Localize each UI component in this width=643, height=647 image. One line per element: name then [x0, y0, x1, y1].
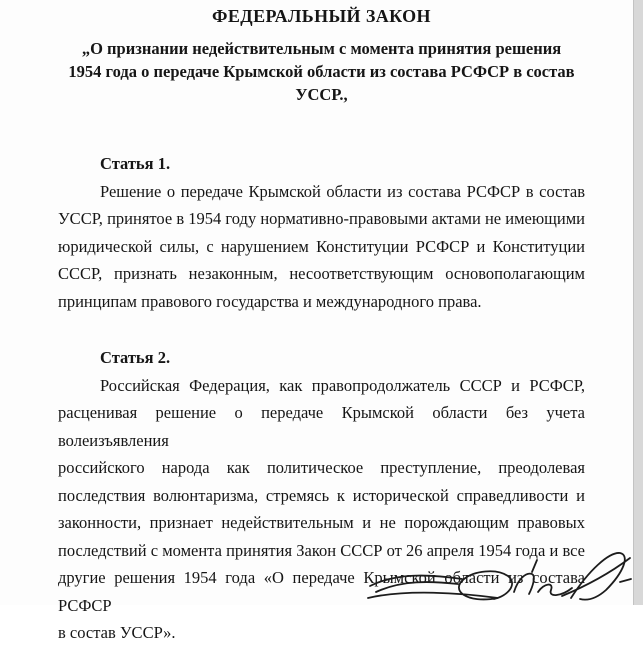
- article-1-text: [58, 178, 585, 316]
- article-1-label: Статья 1.: [100, 154, 171, 173]
- article-2-text: [58, 372, 585, 647]
- text-line: российского народа как политическое преступление, преодолевая: [58, 458, 585, 477]
- text-line: 1954 года о передаче Крымской области из состава РСФСР в состав: [68, 62, 575, 81]
- text-line: УССР.,: [295, 85, 348, 104]
- text-line: юридической силы, с нарушением Конституции РСФСР и Конституции: [58, 236, 585, 256]
- text-line: СССР, признать незаконным, несоответствующим основополагающим: [58, 264, 585, 283]
- text-line: УССР, принятое в 1954 году нормативно-правовыми актами не имеющими: [58, 209, 585, 228]
- article-2-label: Статья 2.: [100, 348, 171, 367]
- document-title: [58, 37, 585, 106]
- text-line: расценивая решение о передаче Крымской области без учета волеизъявления: [58, 403, 585, 450]
- signature-icon: [366, 546, 634, 604]
- text-line: „О признании недействительным с момента принятия решения: [81, 39, 562, 58]
- text-line: законности, признает недействительным и не порождающим правовых: [58, 513, 585, 532]
- text-line: в состав УССР».: [58, 623, 176, 642]
- text-line: последствия волюнтаризма, стремясь к исторической справедливости и: [58, 485, 585, 505]
- page-edge-strip: [633, 0, 643, 605]
- text-line: Решение о передаче Крымской области из состава РСФСР в состав: [100, 181, 585, 201]
- text-line: Российская Федерация, как правопродолжатель СССР и РСФСР,: [100, 375, 585, 395]
- text-line: принципам правового государства и международного права.: [58, 291, 482, 311]
- document-heading: ФЕДЕРАЛЬНЫЙ ЗАКОН: [212, 6, 431, 26]
- article-1: [58, 150, 585, 315]
- text-line: другие решения 1954 года «О передаче Крымской области из состава РСФСР: [58, 568, 585, 615]
- text-line: последствий с момента принятия Закон СССР от 26 апреля 1954 года и все: [58, 540, 585, 560]
